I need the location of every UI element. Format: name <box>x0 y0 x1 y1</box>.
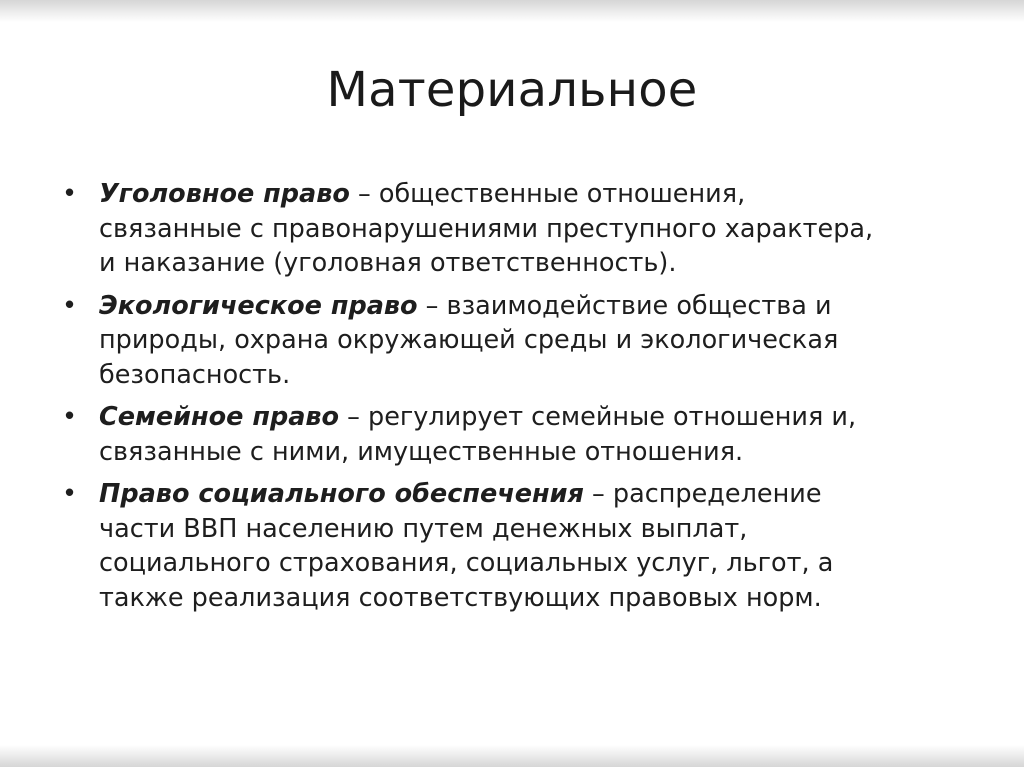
item-line: также реализация соответствующих правовых норм. <box>99 582 822 613</box>
list-item-social-security-law <box>58 477 958 615</box>
bullet-icon: • <box>62 179 78 209</box>
definition-text: – взаимодействие общества и <box>417 290 832 321</box>
definition-text: – общественные отношения, <box>349 179 746 209</box>
item-line: связанные с ними, имущественные отношения. <box>99 436 744 467</box>
bullet-icon: • <box>62 290 78 321</box>
slide-title: Материальное <box>326 62 698 118</box>
list-item-family-law <box>58 400 958 469</box>
bullet-list <box>58 177 958 623</box>
item-line <box>99 477 958 512</box>
definition-text: – регулирует семейные отношения и, <box>339 402 857 432</box>
item-line <box>99 177 958 212</box>
list-item-environmental-law <box>58 289 958 393</box>
term-label: Экологическое право <box>99 290 418 321</box>
bottom-edge-shadow <box>0 745 1024 767</box>
item-line <box>99 400 958 435</box>
list-item-criminal-law <box>58 177 958 281</box>
term-label: Семейное право <box>99 402 340 432</box>
item-line: и наказание (уголовная ответственность). <box>99 248 677 278</box>
top-edge-shadow <box>0 0 1024 22</box>
item-line: связанные с правонарушениями преступного характера, <box>99 213 874 244</box>
item-line: социального страхования, социальных услуг, льгот, а <box>99 548 834 578</box>
bullet-icon: • <box>62 402 78 432</box>
item-line: безопасность. <box>99 359 291 390</box>
bullet-icon: • <box>62 479 78 509</box>
definition-text: – распределение <box>583 479 822 509</box>
item-line <box>99 289 958 324</box>
item-line: природы, охрана окружающей среды и экологическая <box>99 325 839 355</box>
item-line: части ВВП населению путем денежных выплат, <box>99 513 748 544</box>
term-label: Право социального обеспечения <box>99 479 584 509</box>
term-label: Уголовное право <box>99 179 350 209</box>
